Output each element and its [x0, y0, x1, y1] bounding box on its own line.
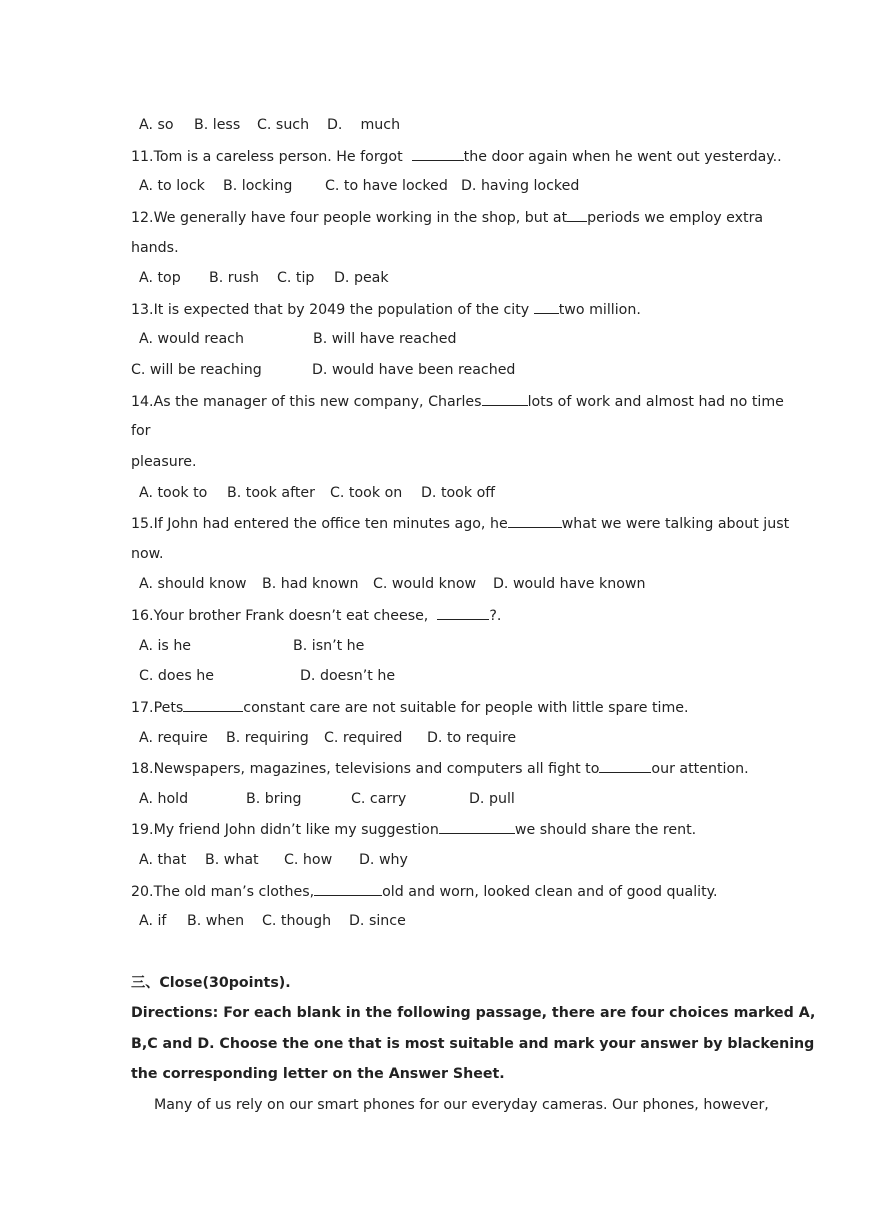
question-13-text-pre: 13.It is expected that by 2049 the population of the city [131, 302, 534, 318]
options-row-17 [139, 728, 745, 748]
option-b: B. rush [209, 270, 259, 286]
answer-blank [508, 513, 562, 528]
option-d: D. took off [421, 485, 496, 501]
option-a: A. should know [139, 576, 247, 592]
question-18-text-pre: 18.Newspapers, magazines, televisions and computers all fight to [131, 761, 600, 777]
directions-line-2: B,C and D. Choose the one that is most suitable and mark your answer by blackening [131, 1036, 815, 1052]
question-15 [131, 513, 790, 534]
option-a: A. that [139, 852, 187, 868]
question-16 [131, 605, 737, 626]
question-13 [131, 299, 737, 320]
question-15-text-pre: 15.If John had entered the office ten minutes ago, he [131, 516, 508, 532]
option-a: A. to lock [139, 178, 205, 194]
question-19-text-pre: 19.My friend John didn’t like my suggestion [131, 822, 439, 838]
question-18-text-post: our attention. [651, 761, 749, 777]
options-row-16a [139, 636, 745, 656]
option-a: A. would reach [139, 331, 244, 347]
question-12-text-pre [131, 207, 763, 228]
option-c: C. though [262, 913, 332, 929]
question-19 [131, 819, 737, 840]
option-d: D. to require [427, 730, 517, 746]
question-12 [131, 207, 764, 228]
options-row-10 [139, 115, 745, 135]
question-11-text-pre: 11.Tom is a careless person. He forgot [131, 149, 412, 165]
answer-blank [482, 391, 528, 406]
option-c: C. carry [351, 791, 407, 807]
question-16-text-pre: 16.Your brother Frank doesn’t eat cheese, [131, 608, 438, 624]
answer-blank [534, 299, 559, 314]
options-row-13b [131, 360, 737, 380]
question-14-text-post: lots of work and almost had no time [527, 394, 784, 410]
options-row-19 [139, 850, 745, 870]
option-a: A. so [139, 117, 174, 133]
option-b: B. less [194, 117, 241, 133]
options-row-15 [139, 574, 745, 594]
question-13-text-post: two million. [558, 302, 641, 318]
option-d: D. peak [334, 270, 389, 286]
option-b: B. locking [223, 178, 293, 194]
option-b: B. had known [262, 576, 359, 592]
option-c: C. tip [277, 270, 315, 286]
option-a: A. hold [139, 791, 189, 807]
question-18 [131, 758, 749, 779]
option-c: C. does he [139, 668, 214, 684]
question-12-post: periods we employ extra [587, 210, 764, 226]
question-19-text-post: we should share the rent. [514, 822, 697, 838]
option-a: A. require [139, 730, 208, 746]
directions-line-3: the corresponding letter on the Answer Sheet. [131, 1066, 505, 1082]
option-a: A. top [139, 270, 181, 286]
option-a: A. took to [139, 485, 208, 501]
answer-blank [412, 146, 464, 161]
option-d: D. why [359, 852, 408, 868]
question-11-text-post: the door again when he went out yesterday.. [463, 149, 782, 165]
options-row-18 [139, 789, 745, 809]
question-15-text-post: what we were talking about just [561, 516, 790, 532]
option-c: C. how [284, 852, 333, 868]
question-14-continued-2: pleasure. [131, 454, 197, 470]
option-d: D. pull [469, 791, 515, 807]
options-row-16b [139, 666, 745, 686]
option-c: C. to have locked [325, 178, 448, 194]
question-16-text-post: ?. [489, 608, 502, 624]
option-a: A. is he [139, 638, 192, 654]
options-row-20 [139, 911, 745, 931]
passage-first-line: Many of us rely on our smart phones for our everyday cameras. Our phones, however, [154, 1097, 769, 1113]
options-row-14 [139, 483, 745, 503]
options-row-11 [139, 176, 745, 196]
options-row-13a [139, 329, 745, 349]
option-c: C. required [324, 730, 403, 746]
question-14-continued: for [131, 423, 151, 439]
option-b: B. requiring [226, 730, 309, 746]
option-b: B. when [187, 913, 245, 929]
option-b: B. isn’t he [293, 638, 365, 654]
option-d: D. having locked [461, 178, 580, 194]
answer-blank [599, 758, 651, 773]
option-d: D. would have been reached [312, 362, 516, 378]
answer-blank [439, 819, 515, 834]
answer-blank [314, 881, 382, 896]
option-c: C. took on [330, 485, 403, 501]
option-d: D. doesn’t he [300, 668, 396, 684]
question-17-text-pre: 17.Pets [131, 700, 184, 716]
question-20-text-post: old and worn, looked clean and of good quality. [382, 884, 718, 900]
answer-blank [567, 207, 587, 222]
option-b: B. took after [227, 485, 315, 501]
option-b: B. bring [246, 791, 302, 807]
option-c: C. will be reaching [131, 362, 262, 378]
question-12-continued: hands. [131, 240, 179, 256]
options-row-12 [139, 268, 745, 288]
option-b: B. will have reached [313, 331, 457, 347]
question-20-text-pre: 20.The old man’s clothes, [131, 884, 315, 900]
option-d: D. much [327, 117, 401, 133]
option-c: C. would know [373, 576, 477, 592]
question-14-text-pre: 14.As the manager of this new company, Charles [131, 394, 482, 410]
question-15-continued: now. [131, 546, 164, 562]
option-d: D. since [349, 913, 406, 929]
question-12-pre: 12.We generally have four people working in the shop, but at [131, 210, 568, 226]
question-14 [131, 391, 784, 412]
option-c: C. such [257, 117, 310, 133]
option-d: D. would have known [493, 576, 646, 592]
directions-line-1: Directions: For each blank in the following passage, there are four choices marked A, [131, 1005, 816, 1021]
question-17 [131, 697, 737, 718]
option-a: A. if [139, 913, 167, 929]
question-20 [131, 881, 737, 902]
answer-blank [437, 605, 489, 620]
section-heading: 三、Close(30points). [131, 975, 291, 991]
option-b: B. what [205, 852, 259, 868]
question-11 [131, 146, 782, 167]
question-17-text-post: constant care are not suitable for people with little spare time. [243, 700, 689, 716]
answer-blank [183, 697, 243, 712]
